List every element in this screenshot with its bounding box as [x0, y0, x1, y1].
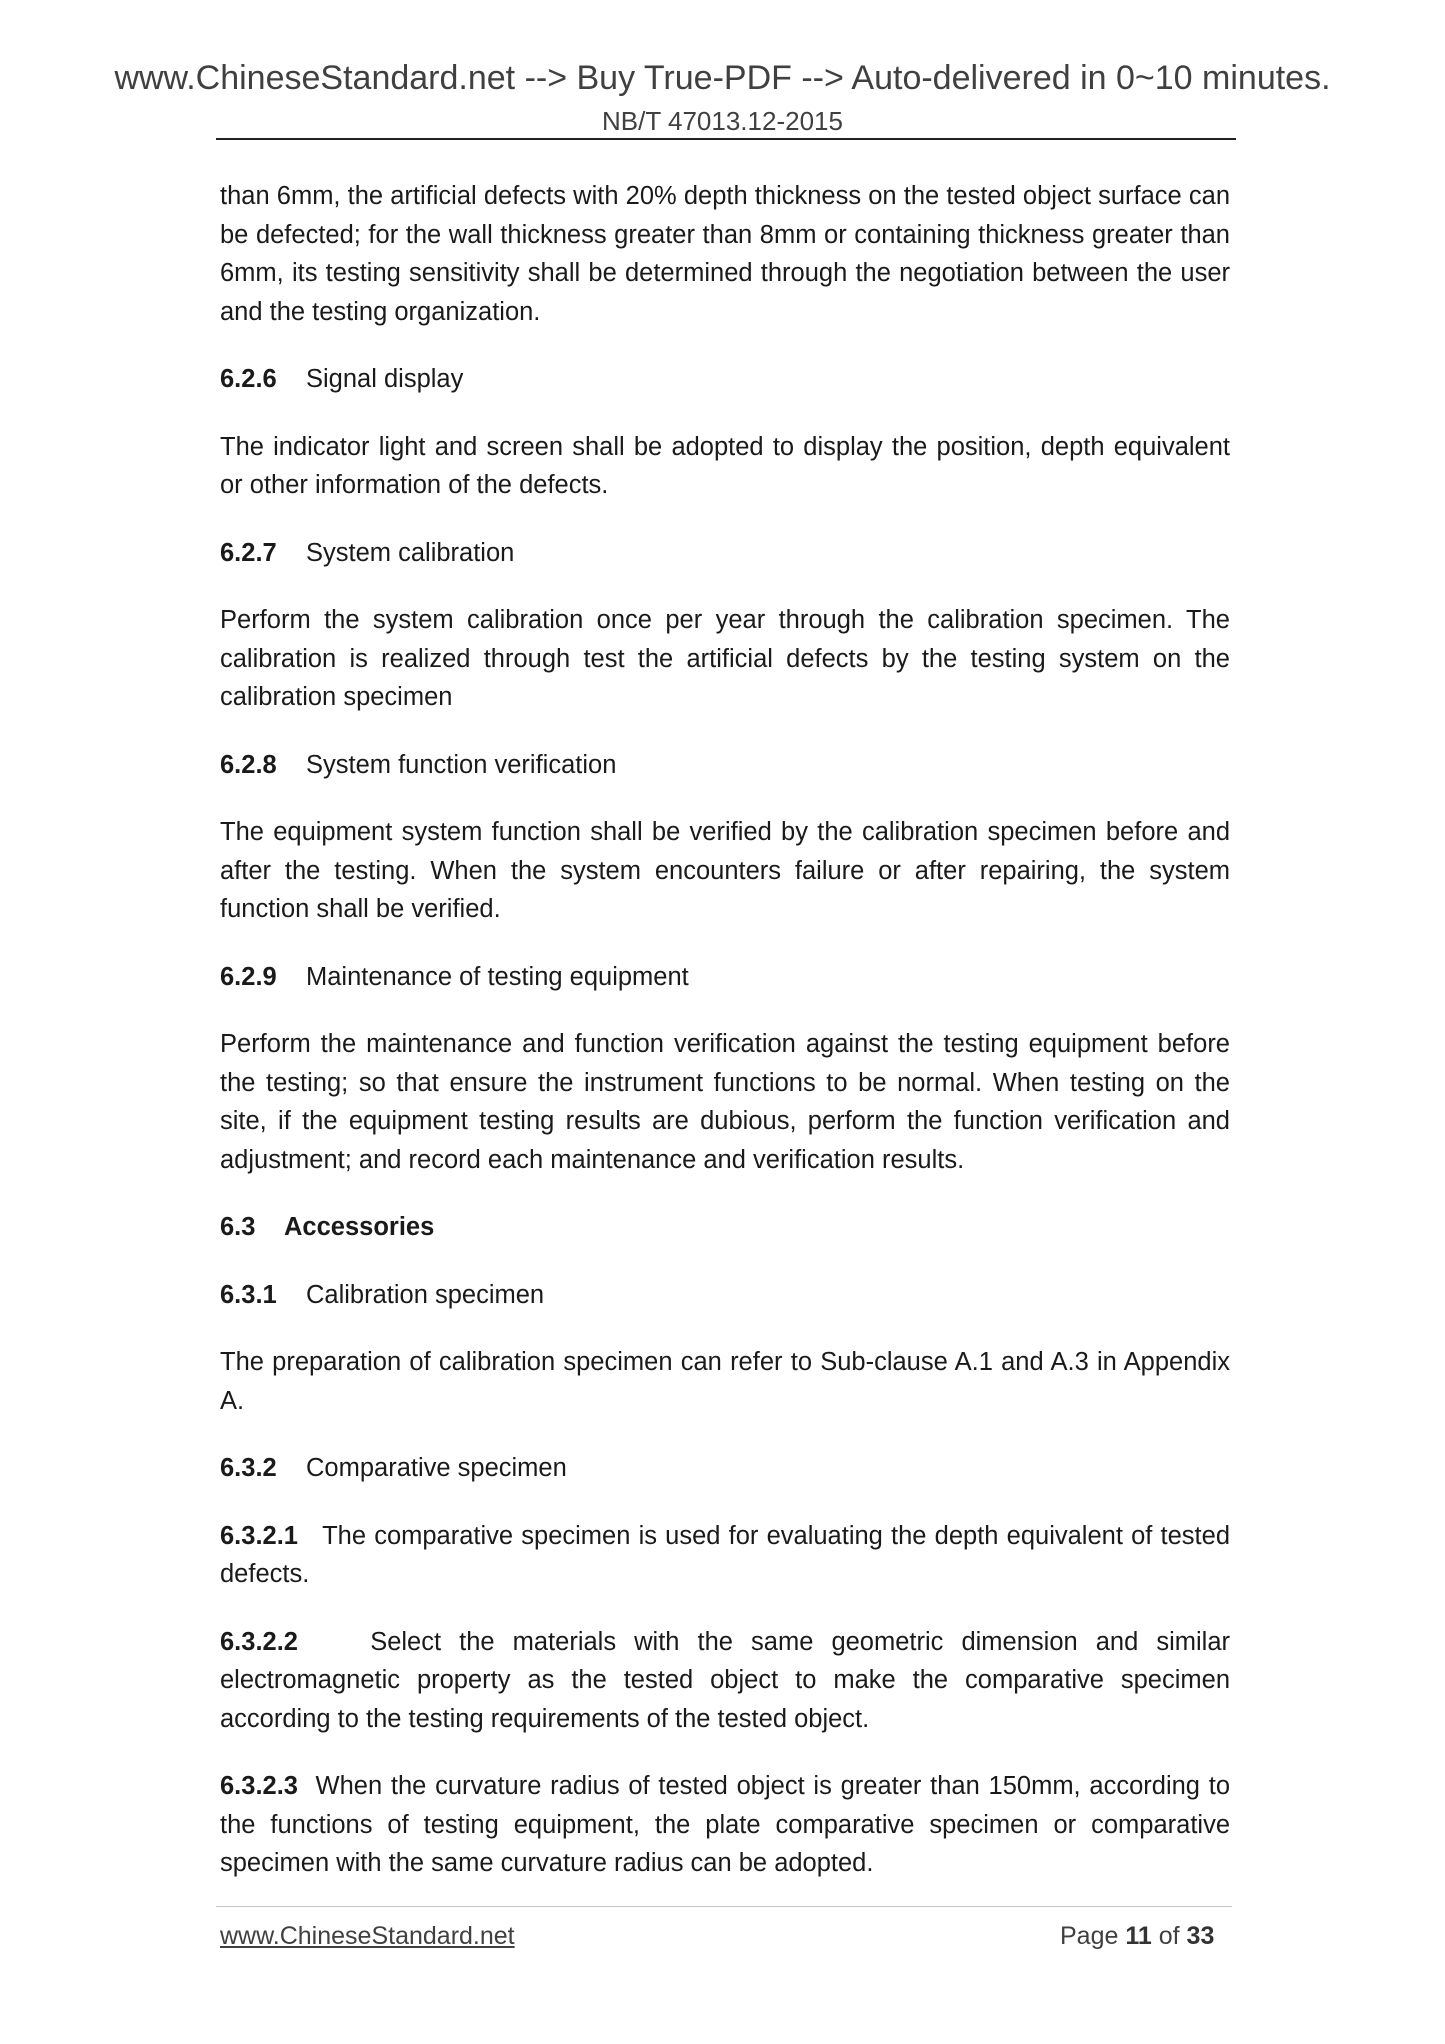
clause-number: 6.3.2: [220, 1454, 277, 1482]
clause-title: Maintenance of testing equipment: [306, 962, 689, 991]
clause-number: 6.3.2.1: [220, 1521, 298, 1550]
paragraph-6-2-9: Perform the maintenance and function verification against the testing equipment before the testing; so that ensure the instrument functions to be normal. When testing on the site, if the equipment testing results are dubious, perform the function verification and adjustment; and record each maintenance and verification results.: [220, 1030, 1230, 1174]
heading-6-2-8: [220, 746, 1230, 785]
page-word: Page: [1060, 1922, 1119, 1950]
clause-6-3-2-1: [220, 1517, 1230, 1594]
clause-6-3-2-3: [220, 1767, 1230, 1883]
clause-number: 6.2.8: [220, 750, 277, 779]
standard-number: NB/T 47013.12-2015: [602, 106, 843, 136]
clause-number: 6.2.7: [220, 538, 277, 567]
clause-number: 6.2.6: [220, 365, 277, 393]
clause-number: 6.3.2.2: [220, 1627, 298, 1656]
clause-number: 6.2.9: [220, 962, 277, 991]
clause-number: 6.3.2.3: [220, 1772, 298, 1800]
clause-text: The comparative specimen is used for evaluating the depth equivalent of tested defects.: [220, 1521, 1231, 1588]
clause-title: System function verification: [306, 750, 617, 779]
page-of: of: [1158, 1922, 1180, 1950]
header-divider: [216, 138, 1236, 140]
page-content: [220, 177, 1230, 1912]
clause-title: Signal display: [306, 365, 464, 393]
clause-text: Select the materials with the same geometric dimension and similar electromagnetic property as the tested object to make the comparative specimen according to the testing requirements of the tested object.: [220, 1627, 1230, 1733]
page-current: 11: [1125, 1922, 1152, 1950]
clause-text: When the curvature radius of tested object is greater than 150mm, according to the functions of testing equipment, the plate comparative specimen or comparative specimen with the same curvature radius can be adopted.: [220, 1772, 1230, 1877]
paragraph-intro: than 6mm, the artificial defects with 20% depth thickness on the tested object surface can be defected; for the wall thickness greater than 8mm or containing thickness greater than 6mm, its testing sensitivity shall be determined through the negotiation between the user and the testing organization.: [220, 182, 1230, 326]
site-banner: www.ChineseStandard.net --> Buy True-PDF --> Auto-delivered in 0~10 minutes.: [114, 59, 1331, 97]
paragraph-6-2-8: The equipment system function shall be verified by the calibration specimen before and after the testing. When the system encounters failure or after repairing, the system function shall be verified.: [220, 818, 1230, 923]
page-total: 33: [1186, 1922, 1215, 1950]
heading-6-3-2: [220, 1449, 1230, 1488]
clause-number: 6.3.1: [220, 1280, 277, 1309]
clause-title: Calibration specimen: [306, 1280, 545, 1309]
heading-6-3: [220, 1208, 1230, 1247]
section-title: Accessories: [284, 1213, 435, 1241]
paragraph-6-2-6: The indicator light and screen shall be adopted to display the position, depth equivalent or other information of the defects.: [220, 432, 1230, 499]
heading-6-2-9: [220, 958, 1230, 997]
clause-title: System calibration: [306, 538, 515, 567]
heading-6-2-7: [220, 534, 1230, 573]
paragraph-6-3-1: The preparation of calibration specimen can refer to Sub-clause A.1 and A.3 in Appendix A.: [220, 1348, 1230, 1415]
footer-site-link[interactable]: www.ChineseStandard.net: [220, 1922, 515, 1950]
heading-6-2-6: [220, 360, 1230, 399]
footer-divider: [216, 1906, 1232, 1907]
page-indicator: [1060, 1921, 1214, 1951]
clause-6-3-2-2: [220, 1623, 1230, 1739]
section-number: 6.3: [220, 1213, 256, 1241]
heading-6-3-1: [220, 1276, 1230, 1315]
clause-title: Comparative specimen: [306, 1454, 567, 1482]
paragraph-6-2-7: Perform the system calibration once per year through the calibration specimen. The calibration is realized through test the artificial defects by the testing system on the calibration specimen: [220, 606, 1230, 711]
